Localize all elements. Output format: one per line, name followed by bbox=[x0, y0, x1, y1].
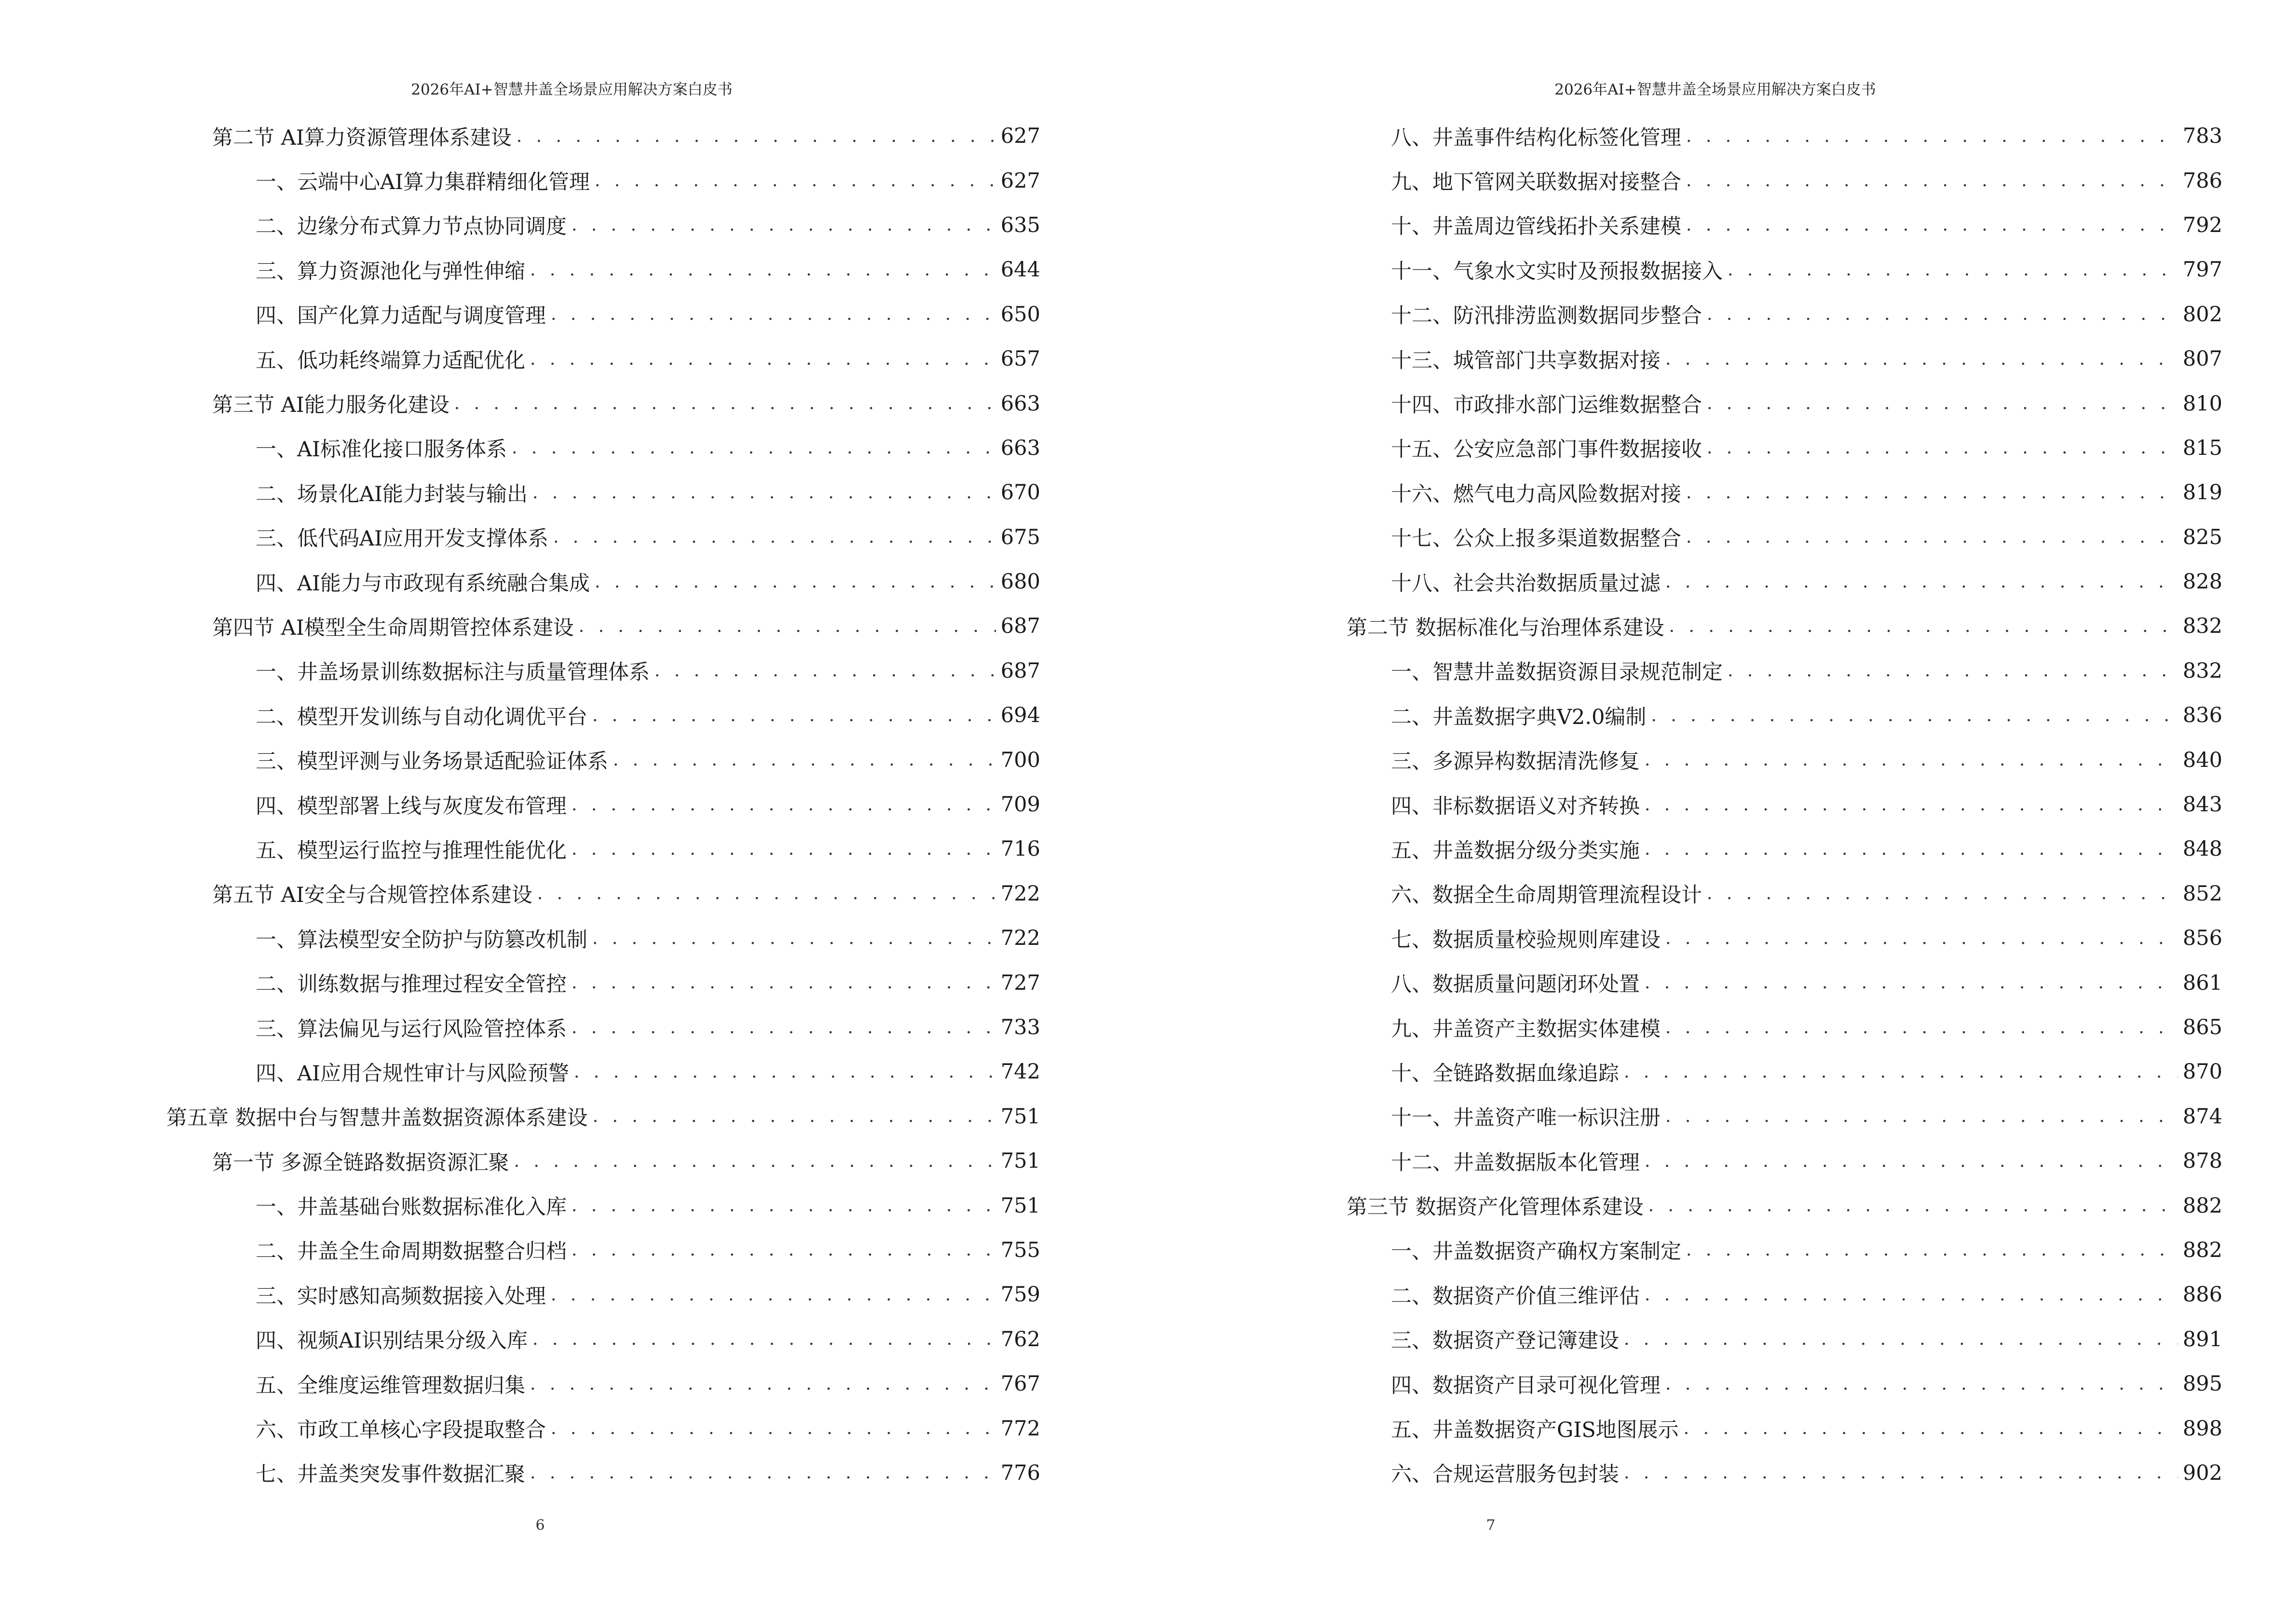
running-header: 2026年AI+智慧井盖全场景应用解决方案白皮书 bbox=[1554, 81, 1876, 98]
toc-entry-title: 第一节 多源全链路数据资源汇聚 bbox=[212, 1150, 509, 1175]
toc-entry-page: 762 bbox=[1000, 1327, 1040, 1351]
toc-entry-page: 802 bbox=[2182, 302, 2222, 327]
toc-entry bbox=[1347, 1317, 2222, 1362]
toc-entry-title: 十、全链路数据血缘追踪 bbox=[1391, 1061, 1619, 1086]
dot-leader bbox=[530, 349, 996, 369]
toc-entry-page: 874 bbox=[2182, 1104, 2222, 1129]
toc-entry-page: 902 bbox=[2182, 1460, 2222, 1485]
dot-leader bbox=[1684, 1419, 2178, 1438]
toc-entry-title: 七、数据质量校验规则库建设 bbox=[1391, 928, 1661, 952]
toc-entry bbox=[1347, 1005, 2222, 1050]
toc-entry-title: 四、AI应用合规性审计与风险预警 bbox=[256, 1061, 570, 1086]
toc-entry-title: 十一、井盖资产唯一标识注册 bbox=[1391, 1106, 1661, 1131]
toc-entry-title: 二、井盖数据字典V2.0编制 bbox=[1391, 705, 1647, 729]
toc-entry-page: 670 bbox=[1000, 480, 1040, 505]
dot-leader bbox=[512, 438, 996, 458]
toc-entry-title: 八、井盖事件结构化标签化管理 bbox=[1391, 125, 1681, 150]
toc-entry-page: 825 bbox=[2182, 525, 2222, 549]
dot-leader bbox=[1645, 839, 2178, 859]
toc-entry-title: 四、模型部署上线与灰度发布管理 bbox=[256, 794, 567, 819]
toc-entry-title: 十五、公安应急部门事件数据接收 bbox=[1391, 437, 1702, 462]
dot-leader bbox=[530, 1374, 996, 1394]
dot-leader bbox=[1645, 750, 2178, 770]
toc-entry-title: 十三、城管部门共享数据对接 bbox=[1391, 348, 1661, 373]
toc-entry-page: 751 bbox=[1000, 1193, 1040, 1218]
toc-entry-title: 三、模型评测与业务场景适配验证体系 bbox=[256, 750, 608, 774]
dot-leader bbox=[595, 572, 996, 592]
dot-leader bbox=[572, 1240, 996, 1260]
toc-entry bbox=[166, 1005, 1040, 1050]
toc-entry-page: 635 bbox=[1000, 213, 1040, 237]
dot-leader bbox=[551, 1419, 996, 1438]
toc-entry-title: 三、数据资产登记簿建设 bbox=[1391, 1329, 1619, 1353]
toc-entry-page: 819 bbox=[2182, 480, 2222, 505]
dot-leader bbox=[1686, 126, 2178, 146]
dot-leader bbox=[1669, 616, 2178, 636]
toc-entry bbox=[166, 737, 1040, 782]
toc-entry-title: 三、算法偏见与运行风险管控体系 bbox=[256, 1017, 567, 1041]
toc-entry bbox=[1347, 470, 2222, 515]
toc-entry bbox=[1347, 158, 2222, 203]
dot-leader bbox=[517, 126, 996, 146]
toc-entry-title: 四、数据资产目录可视化管理 bbox=[1391, 1373, 1661, 1398]
toc-entry bbox=[1347, 247, 2222, 292]
toc-entry-page: 700 bbox=[1000, 748, 1040, 772]
toc-entry-title: 八、数据质量问题闭环处置 bbox=[1391, 972, 1640, 997]
toc-entry-title: 四、国产化算力适配与调度管理 bbox=[256, 304, 546, 328]
dot-leader bbox=[530, 1463, 996, 1483]
dot-leader bbox=[613, 750, 996, 770]
dot-leader bbox=[1645, 795, 2178, 815]
toc-entry-title: 十四、市政排水部门运维数据整合 bbox=[1391, 393, 1702, 418]
dot-leader bbox=[572, 973, 996, 993]
toc-entry bbox=[1347, 1272, 2222, 1317]
toc-entry-title: 十八、社会共治数据质量过滤 bbox=[1391, 571, 1661, 596]
toc-entry-title: 九、井盖资产主数据实体建模 bbox=[1391, 1017, 1661, 1041]
toc-entry-title: 一、AI标准化接口服务体系 bbox=[256, 437, 507, 462]
toc-entry-title: 十一、气象水文实时及预报数据接入 bbox=[1391, 259, 1723, 284]
toc-entry-page: 870 bbox=[2182, 1060, 2222, 1084]
toc-entry-page: 861 bbox=[2182, 970, 2222, 995]
toc-entry-title: 一、智慧井盖数据资源目录规范制定 bbox=[1391, 660, 1723, 685]
toc-entry-title: 一、井盖基础台账数据标准化入库 bbox=[256, 1195, 567, 1220]
dot-leader bbox=[654, 661, 996, 681]
toc-entry-page: 797 bbox=[2182, 258, 2222, 282]
toc-entry-page: 709 bbox=[1000, 792, 1040, 817]
toc-entry-title: 二、训练数据与推理过程安全管控 bbox=[256, 972, 567, 997]
dot-leader bbox=[1707, 438, 2178, 458]
toc-entry-title: 第三节 AI能力服务化建设 bbox=[212, 393, 449, 418]
toc-entry bbox=[166, 1228, 1040, 1272]
dot-leader bbox=[574, 1062, 996, 1082]
dot-leader bbox=[530, 260, 996, 280]
toc-entry bbox=[166, 1406, 1040, 1450]
toc-entry-title: 七、井盖类突发事件数据汇聚 bbox=[256, 1462, 525, 1487]
toc-entry bbox=[166, 515, 1040, 560]
toc-entry-page: 836 bbox=[2182, 703, 2222, 728]
dot-leader bbox=[592, 928, 996, 948]
toc-entry-page: 895 bbox=[2182, 1372, 2222, 1396]
toc-entry bbox=[166, 1317, 1040, 1362]
toc-entry bbox=[1347, 916, 2222, 960]
dot-leader bbox=[1686, 527, 2178, 547]
toc-entry-page: 898 bbox=[2182, 1416, 2222, 1441]
toc-entry-page: 675 bbox=[1000, 525, 1040, 549]
toc-entry-page: 663 bbox=[1000, 436, 1040, 460]
dot-leader bbox=[1665, 349, 2178, 369]
dot-leader bbox=[572, 839, 996, 859]
toc-entry-title: 十二、防汛排涝监测数据同步整合 bbox=[1391, 304, 1702, 328]
toc-entry-page: 891 bbox=[2182, 1327, 2222, 1351]
toc-entry-page: 882 bbox=[2182, 1238, 2222, 1262]
toc-entry bbox=[1347, 1228, 2222, 1272]
toc-entry bbox=[166, 604, 1040, 648]
toc-entry-title: 第三节 数据资产化管理体系建设 bbox=[1347, 1195, 1644, 1220]
dot-leader bbox=[595, 171, 996, 191]
toc-entry-page: 687 bbox=[1000, 658, 1040, 683]
dot-leader bbox=[1686, 171, 2178, 191]
toc-entry-page: 687 bbox=[1000, 614, 1040, 639]
toc-entry bbox=[1347, 827, 2222, 871]
toc-entry bbox=[166, 827, 1040, 871]
toc-entry-title: 一、井盖场景训练数据标注与质量管理体系 bbox=[256, 660, 650, 685]
dot-leader bbox=[1645, 1285, 2178, 1305]
toc-entry bbox=[1347, 737, 2222, 782]
toc-entry bbox=[166, 158, 1040, 203]
toc-entry-page: 716 bbox=[1000, 837, 1040, 861]
toc-entry-title: 五、低功耗终端算力适配优化 bbox=[256, 348, 525, 373]
dot-leader bbox=[572, 1018, 996, 1037]
toc-entry-title: 三、实时感知高频数据接入处理 bbox=[256, 1284, 546, 1309]
toc-entry bbox=[1347, 203, 2222, 247]
toc-entry-title: 二、模型开发训练与自动化调优平台 bbox=[256, 705, 587, 729]
dot-leader bbox=[592, 706, 996, 725]
toc-entry-title: 第四节 AI模型全生命周期管控体系建设 bbox=[212, 615, 574, 640]
toc-entry-page: 657 bbox=[1000, 347, 1040, 371]
dot-leader bbox=[551, 304, 996, 324]
toc-entry-title: 十、井盖周边管线拓扑关系建模 bbox=[1391, 215, 1681, 239]
toc-entry bbox=[166, 1451, 1040, 1495]
toc-entry-page: 680 bbox=[1000, 570, 1040, 594]
toc-entry-page: 865 bbox=[2182, 1015, 2222, 1039]
toc-entry-title: 一、云端中心AI算力集群精细化管理 bbox=[256, 170, 590, 195]
toc-entry-page: 832 bbox=[2182, 614, 2222, 639]
toc-entry-title: 三、多源异构数据清洗修复 bbox=[1391, 750, 1640, 774]
toc-entry bbox=[166, 381, 1040, 425]
toc-entry bbox=[166, 693, 1040, 737]
toc-entry bbox=[1347, 292, 2222, 337]
toc-entry-page: 783 bbox=[2182, 124, 2222, 149]
toc-entry-title: 四、视频AI识别结果分级入库 bbox=[256, 1329, 528, 1353]
toc-entry-page: 650 bbox=[1000, 302, 1040, 327]
toc-entry-title: 五、模型运行监控与推理性能优化 bbox=[256, 838, 567, 863]
toc-entry bbox=[166, 1362, 1040, 1406]
toc-entry bbox=[166, 872, 1040, 916]
toc-entry-page: 663 bbox=[1000, 391, 1040, 416]
toc-entry-page: 792 bbox=[2182, 213, 2222, 237]
dot-leader bbox=[514, 1151, 996, 1171]
dot-leader bbox=[593, 1106, 996, 1126]
dot-leader bbox=[1624, 1329, 2178, 1349]
toc-entry bbox=[1347, 1183, 2222, 1228]
dot-leader bbox=[572, 1196, 996, 1215]
toc-entry-page: 727 bbox=[1000, 970, 1040, 995]
page-number: 7 bbox=[1486, 1517, 1496, 1534]
toc-entry-page: 733 bbox=[1000, 1015, 1040, 1039]
toc-entry-page: 807 bbox=[2182, 347, 2222, 371]
toc-entry bbox=[166, 916, 1040, 960]
toc-entry-title: 六、市政工单核心字段提取整合 bbox=[256, 1418, 546, 1443]
toc-entry-page: 815 bbox=[2182, 436, 2222, 460]
dot-leader bbox=[532, 483, 996, 503]
right-page bbox=[1144, 0, 2287, 1624]
toc-entry-page: 786 bbox=[2182, 168, 2222, 193]
dot-leader bbox=[1665, 928, 2178, 948]
toc-entry-title: 一、算法模型安全防护与防篡改机制 bbox=[256, 928, 587, 952]
toc-entry-title: 二、场景化AI能力封装与输出 bbox=[256, 482, 528, 506]
toc-entry bbox=[1347, 1362, 2222, 1406]
toc-entry-title: 第五节 AI安全与合规管控体系建设 bbox=[212, 883, 532, 908]
toc-entry bbox=[1347, 1451, 2222, 1495]
dot-leader bbox=[1686, 215, 2178, 235]
toc-entry-page: 751 bbox=[1000, 1104, 1040, 1129]
toc-entry-page: 843 bbox=[2182, 792, 2222, 817]
toc-entry-page: 751 bbox=[1000, 1149, 1040, 1174]
toc-entry-title: 十二、井盖数据版本化管理 bbox=[1391, 1150, 1640, 1175]
toc-entry bbox=[166, 337, 1040, 381]
dot-leader bbox=[537, 884, 996, 903]
dot-leader bbox=[1651, 706, 2178, 725]
dot-leader bbox=[1645, 973, 2178, 993]
toc-entry-page: 759 bbox=[1000, 1283, 1040, 1307]
toc-entry bbox=[166, 1139, 1040, 1183]
toc-entry-page: 886 bbox=[2182, 1283, 2222, 1307]
dot-leader bbox=[532, 1329, 996, 1349]
toc-entry bbox=[1347, 515, 2222, 560]
toc-entry-page: 828 bbox=[2182, 570, 2222, 594]
toc-entry bbox=[1347, 560, 2222, 604]
toc-entry-title: 二、井盖全生命周期数据整合归档 bbox=[256, 1240, 567, 1264]
toc-entry-page: 852 bbox=[2182, 881, 2222, 906]
toc-entry-title: 二、边缘分布式算力节点协同调度 bbox=[256, 215, 567, 239]
dot-leader bbox=[553, 527, 996, 547]
toc-entry-title: 四、非标数据语义对齐转换 bbox=[1391, 794, 1640, 819]
toc-list bbox=[166, 114, 1040, 1495]
toc-entry-page: 767 bbox=[1000, 1372, 1040, 1396]
toc-entry-page: 627 bbox=[1000, 168, 1040, 193]
toc-entry bbox=[166, 1272, 1040, 1317]
dot-leader bbox=[1645, 1151, 2178, 1171]
dot-leader bbox=[1707, 884, 2178, 903]
toc-entry-title: 第二节 AI算力资源管理体系建设 bbox=[212, 125, 512, 150]
dot-leader bbox=[1665, 572, 2178, 592]
toc-entry-title: 第二节 数据标准化与治理体系建设 bbox=[1347, 615, 1664, 640]
toc-list bbox=[1347, 114, 2222, 1495]
toc-entry-title: 三、低代码AI应用开发支撑体系 bbox=[256, 527, 549, 551]
toc-entry bbox=[1347, 649, 2222, 693]
toc-entry-title: 六、合规运营服务包封装 bbox=[1391, 1462, 1619, 1487]
toc-entry bbox=[1347, 1094, 2222, 1139]
toc-entry-page: 856 bbox=[2182, 926, 2222, 951]
toc-entry-page: 840 bbox=[2182, 748, 2222, 772]
dot-leader bbox=[1665, 1018, 2178, 1037]
toc-entry bbox=[1347, 114, 2222, 158]
dot-leader bbox=[551, 1285, 996, 1305]
toc-entry-title: 五、井盖数据资产GIS地图展示 bbox=[1391, 1418, 1679, 1443]
toc-entry-page: 882 bbox=[2182, 1193, 2222, 1218]
toc-entry bbox=[166, 782, 1040, 827]
toc-entry bbox=[1347, 693, 2222, 737]
toc-entry-title: 三、算力资源池化与弹性伸缩 bbox=[256, 259, 525, 284]
toc-entry bbox=[166, 560, 1040, 604]
dot-leader bbox=[572, 215, 996, 235]
dot-leader bbox=[1686, 1240, 2178, 1260]
toc-entry bbox=[1347, 872, 2222, 916]
page-number: 6 bbox=[535, 1517, 545, 1534]
toc-entry bbox=[166, 247, 1040, 292]
running-header: 2026年AI+智慧井盖全场景应用解决方案白皮书 bbox=[411, 81, 733, 98]
toc-entry-title: 一、井盖数据资产确权方案制定 bbox=[1391, 1240, 1681, 1264]
toc-entry bbox=[1347, 604, 2222, 648]
dot-leader bbox=[1624, 1062, 2178, 1082]
dot-leader bbox=[1665, 1374, 2178, 1394]
dot-leader bbox=[1686, 483, 2178, 503]
toc-entry-page: 848 bbox=[2182, 837, 2222, 861]
toc-entry-title: 十六、燃气电力高风险数据对接 bbox=[1391, 482, 1681, 506]
dot-leader bbox=[1707, 394, 2178, 413]
toc-entry bbox=[166, 426, 1040, 470]
dot-leader bbox=[1728, 260, 2178, 280]
toc-entry bbox=[1347, 1050, 2222, 1094]
dot-leader bbox=[1665, 1106, 2178, 1126]
dot-leader bbox=[1707, 304, 2178, 324]
toc-entry-title: 六、数据全生命周期管理流程设计 bbox=[1391, 883, 1702, 908]
dot-leader bbox=[572, 795, 996, 815]
toc-entry bbox=[1347, 782, 2222, 827]
toc-entry bbox=[166, 1183, 1040, 1228]
toc-entry bbox=[166, 649, 1040, 693]
toc-entry-title: 九、地下管网关联数据对接整合 bbox=[1391, 170, 1681, 195]
toc-entry bbox=[1347, 337, 2222, 381]
toc-entry bbox=[1347, 426, 2222, 470]
toc-entry bbox=[1347, 1139, 2222, 1183]
toc-entry-title: 十七、公众上报多渠道数据整合 bbox=[1391, 527, 1681, 551]
dot-leader bbox=[579, 616, 996, 636]
toc-entry-page: 627 bbox=[1000, 124, 1040, 149]
toc-entry-title: 四、AI能力与市政现有系统融合集成 bbox=[256, 571, 590, 596]
toc-entry-page: 755 bbox=[1000, 1238, 1040, 1262]
toc-entry-page: 832 bbox=[2182, 658, 2222, 683]
dot-leader bbox=[1648, 1196, 2178, 1215]
toc-entry bbox=[166, 292, 1040, 337]
toc-entry-page: 810 bbox=[2182, 391, 2222, 416]
toc-entry bbox=[166, 470, 1040, 515]
toc-entry-title: 五、井盖数据分级分类实施 bbox=[1391, 838, 1640, 863]
toc-entry-title: 第五章 数据中台与智慧井盖数据资源体系建设 bbox=[166, 1106, 588, 1131]
toc-entry-page: 742 bbox=[1000, 1060, 1040, 1084]
toc-entry bbox=[1347, 1406, 2222, 1450]
toc-entry bbox=[166, 1050, 1040, 1094]
toc-entry-page: 644 bbox=[1000, 258, 1040, 282]
dot-leader bbox=[1728, 661, 2178, 681]
toc-entry-page: 878 bbox=[2182, 1149, 2222, 1174]
toc-entry bbox=[166, 1094, 1040, 1139]
toc-entry bbox=[1347, 381, 2222, 425]
toc-entry bbox=[166, 960, 1040, 1005]
dot-leader bbox=[454, 394, 996, 413]
toc-entry-title: 二、数据资产价值三维评估 bbox=[1391, 1284, 1640, 1309]
toc-entry-page: 772 bbox=[1000, 1416, 1040, 1441]
toc-entry-page: 776 bbox=[1000, 1460, 1040, 1485]
toc-entry bbox=[166, 114, 1040, 158]
toc-entry bbox=[166, 203, 1040, 247]
toc-entry-page: 722 bbox=[1000, 881, 1040, 906]
toc-entry-page: 694 bbox=[1000, 703, 1040, 728]
toc-entry bbox=[1347, 960, 2222, 1005]
toc-entry-page: 722 bbox=[1000, 926, 1040, 951]
toc-entry-title: 五、全维度运维管理数据归集 bbox=[256, 1373, 525, 1398]
dot-leader bbox=[1624, 1463, 2178, 1483]
